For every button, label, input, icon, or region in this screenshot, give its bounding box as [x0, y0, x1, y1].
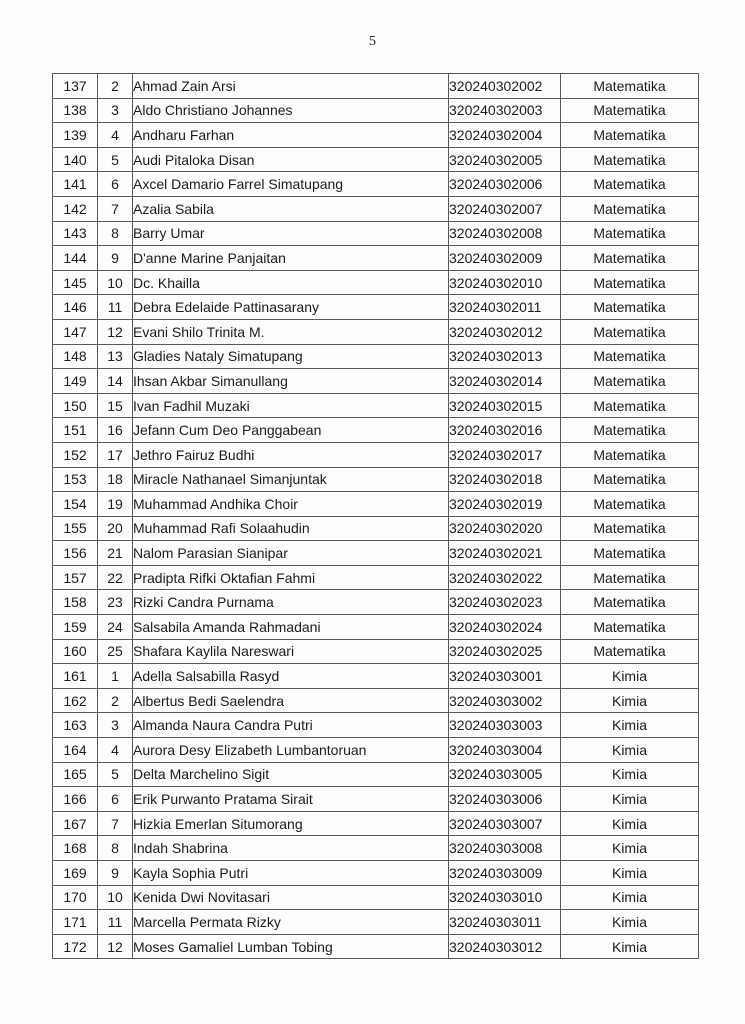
program-index-cell: 5: [98, 147, 133, 172]
study-program-cell: Kimia: [561, 713, 699, 738]
program-index-cell: 9: [98, 246, 133, 271]
row-number-cell: 155: [53, 516, 98, 541]
study-program-cell: Matematika: [561, 123, 699, 148]
table-row: [53, 492, 699, 517]
table-row: [53, 123, 699, 148]
program-index-cell: 7: [98, 196, 133, 221]
student-name-cell: Jethro Fairuz Budhi: [133, 442, 449, 467]
program-index-cell: 23: [98, 590, 133, 615]
study-program-cell: Kimia: [561, 688, 699, 713]
program-index-cell: 15: [98, 393, 133, 418]
program-index-cell: 7: [98, 811, 133, 836]
row-number-cell: 139: [53, 123, 98, 148]
study-program-cell: Kimia: [561, 811, 699, 836]
student-id-cell: 320240302021: [449, 541, 561, 566]
program-index-cell: 4: [98, 738, 133, 763]
row-number-cell: 145: [53, 270, 98, 295]
student-name-cell: Miracle Nathanael Simanjuntak: [133, 467, 449, 492]
table-row: [53, 738, 699, 763]
row-number-cell: 150: [53, 393, 98, 418]
student-id-cell: 320240303003: [449, 713, 561, 738]
study-program-cell: Matematika: [561, 467, 699, 492]
page-number: 5: [369, 34, 376, 49]
study-program-cell: Kimia: [561, 934, 699, 959]
program-index-cell: 24: [98, 615, 133, 640]
student-id-cell: 320240302012: [449, 319, 561, 344]
student-name-cell: Hizkia Emerlan Situmorang: [133, 811, 449, 836]
student-id-cell: 320240302017: [449, 442, 561, 467]
study-program-cell: Matematika: [561, 492, 699, 517]
program-index-cell: 21: [98, 541, 133, 566]
program-index-cell: 18: [98, 467, 133, 492]
table-row: [53, 270, 699, 295]
student-id-cell: 320240302011: [449, 295, 561, 320]
student-name-cell: Kayla Sophia Putri: [133, 861, 449, 886]
row-number-cell: 164: [53, 738, 98, 763]
study-program-cell: Kimia: [561, 738, 699, 763]
program-index-cell: 5: [98, 762, 133, 787]
student-name-cell: Muhammad Andhika Choir: [133, 492, 449, 517]
program-index-cell: 20: [98, 516, 133, 541]
table-row: [53, 319, 699, 344]
program-index-cell: 9: [98, 861, 133, 886]
student-id-cell: 320240303011: [449, 910, 561, 935]
row-number-cell: 149: [53, 369, 98, 394]
student-name-cell: Rizki Candra Purnama: [133, 590, 449, 615]
study-program-cell: Matematika: [561, 147, 699, 172]
student-id-cell: 320240303001: [449, 664, 561, 689]
study-program-cell: Matematika: [561, 541, 699, 566]
row-number-cell: 138: [53, 98, 98, 123]
student-name-cell: Marcella Permata Rizky: [133, 910, 449, 935]
student-id-cell: 320240302016: [449, 418, 561, 443]
table-row: [53, 147, 699, 172]
student-id-cell: 320240302002: [449, 74, 561, 99]
row-number-cell: 152: [53, 442, 98, 467]
study-program-cell: Matematika: [561, 344, 699, 369]
table-row: [53, 442, 699, 467]
program-index-cell: 13: [98, 344, 133, 369]
study-program-cell: Kimia: [561, 836, 699, 861]
student-id-cell: 320240303007: [449, 811, 561, 836]
student-id-cell: 320240302008: [449, 221, 561, 246]
program-index-cell: 22: [98, 565, 133, 590]
row-number-cell: 171: [53, 910, 98, 935]
student-id-cell: 320240302004: [449, 123, 561, 148]
program-index-cell: 2: [98, 688, 133, 713]
study-program-cell: Matematika: [561, 369, 699, 394]
student-id-cell: 320240303002: [449, 688, 561, 713]
study-program-cell: Matematika: [561, 98, 699, 123]
student-name-cell: Delta Marchelino Sigit: [133, 762, 449, 787]
student-id-cell: 320240302015: [449, 393, 561, 418]
row-number-cell: 167: [53, 811, 98, 836]
table-row: [53, 541, 699, 566]
table-row: [53, 762, 699, 787]
student-id-cell: 320240302019: [449, 492, 561, 517]
study-program-cell: Matematika: [561, 418, 699, 443]
student-id-cell: 320240302024: [449, 615, 561, 640]
student-name-cell: Jefann Cum Deo Panggabean: [133, 418, 449, 443]
study-program-cell: Matematika: [561, 442, 699, 467]
study-program-cell: Kimia: [561, 861, 699, 886]
study-program-cell: Matematika: [561, 246, 699, 271]
row-number-cell: 154: [53, 492, 98, 517]
student-name-cell: Nalom Parasian Sianipar: [133, 541, 449, 566]
student-name-cell: Aldo Christiano Johannes: [133, 98, 449, 123]
student-name-cell: Albertus Bedi Saelendra: [133, 688, 449, 713]
row-number-cell: 161: [53, 664, 98, 689]
table-row: [53, 861, 699, 886]
table-row: [53, 590, 699, 615]
student-id-cell: 320240302018: [449, 467, 561, 492]
student-id-cell: 320240303010: [449, 885, 561, 910]
student-id-cell: 320240303009: [449, 861, 561, 886]
row-number-cell: 157: [53, 565, 98, 590]
student-name-cell: Indah Shabrina: [133, 836, 449, 861]
program-index-cell: 16: [98, 418, 133, 443]
program-index-cell: 4: [98, 123, 133, 148]
table-row: [53, 221, 699, 246]
table-row: [53, 836, 699, 861]
row-number-cell: 165: [53, 762, 98, 787]
student-id-cell: 320240302013: [449, 344, 561, 369]
student-name-cell: Salsabila Amanda Rahmadani: [133, 615, 449, 640]
program-index-cell: 10: [98, 885, 133, 910]
program-index-cell: 3: [98, 713, 133, 738]
row-number-cell: 148: [53, 344, 98, 369]
student-name-cell: Evani Shilo Trinita M.: [133, 319, 449, 344]
row-number-cell: 141: [53, 172, 98, 197]
student-id-cell: 320240302023: [449, 590, 561, 615]
study-program-cell: Matematika: [561, 295, 699, 320]
table-row: [53, 664, 699, 689]
student-table: [52, 73, 699, 959]
student-table-body: [53, 74, 699, 959]
row-number-cell: 166: [53, 787, 98, 812]
student-id-cell: 320240302022: [449, 565, 561, 590]
table-row: [53, 688, 699, 713]
table-row: [53, 516, 699, 541]
student-name-cell: Ahmad Zain Arsi: [133, 74, 449, 99]
program-index-cell: 14: [98, 369, 133, 394]
student-name-cell: Barry Umar: [133, 221, 449, 246]
program-index-cell: 1: [98, 664, 133, 689]
study-program-cell: Matematika: [561, 639, 699, 664]
student-name-cell: Pradipta Rifki Oktafian Fahmi: [133, 565, 449, 590]
student-name-cell: Moses Gamaliel Lumban Tobing: [133, 934, 449, 959]
row-number-cell: 172: [53, 934, 98, 959]
student-name-cell: Muhammad Rafi Solaahudin: [133, 516, 449, 541]
row-number-cell: 144: [53, 246, 98, 271]
student-name-cell: Azalia Sabila: [133, 196, 449, 221]
table-row: [53, 369, 699, 394]
row-number-cell: 158: [53, 590, 98, 615]
study-program-cell: Matematika: [561, 319, 699, 344]
table-row: [53, 172, 699, 197]
row-number-cell: 168: [53, 836, 98, 861]
table-row: [53, 467, 699, 492]
row-number-cell: 142: [53, 196, 98, 221]
student-name-cell: Audi Pitaloka Disan: [133, 147, 449, 172]
student-id-cell: 320240303006: [449, 787, 561, 812]
study-program-cell: Matematika: [561, 196, 699, 221]
student-id-cell: 320240302010: [449, 270, 561, 295]
study-program-cell: Matematika: [561, 516, 699, 541]
student-id-cell: 320240303005: [449, 762, 561, 787]
table-row: [53, 295, 699, 320]
table-row: [53, 418, 699, 443]
student-id-cell: 320240303004: [449, 738, 561, 763]
student-name-cell: Axcel Damario Farrel Simatupang: [133, 172, 449, 197]
student-id-cell: 320240302007: [449, 196, 561, 221]
table-row: [53, 196, 699, 221]
student-name-cell: Shafara Kaylila Nareswari: [133, 639, 449, 664]
table-row: [53, 615, 699, 640]
program-index-cell: 25: [98, 639, 133, 664]
student-name-cell: Erik Purwanto Pratama Sirait: [133, 787, 449, 812]
program-index-cell: 10: [98, 270, 133, 295]
student-name-cell: Dc. Khailla: [133, 270, 449, 295]
program-index-cell: 12: [98, 934, 133, 959]
row-number-cell: 146: [53, 295, 98, 320]
program-index-cell: 3: [98, 98, 133, 123]
student-id-cell: 320240302006: [449, 172, 561, 197]
study-program-cell: Kimia: [561, 910, 699, 935]
table-row: [53, 393, 699, 418]
student-id-cell: 320240302009: [449, 246, 561, 271]
student-name-cell: Kenida Dwi Novitasari: [133, 885, 449, 910]
student-id-cell: 320240302014: [449, 369, 561, 394]
study-program-cell: Kimia: [561, 664, 699, 689]
student-name-cell: Aurora Desy Elizabeth Lumbantoruan: [133, 738, 449, 763]
row-number-cell: 137: [53, 74, 98, 99]
table-row: [53, 98, 699, 123]
table-row: [53, 934, 699, 959]
study-program-cell: Kimia: [561, 885, 699, 910]
study-program-cell: Kimia: [561, 762, 699, 787]
row-number-cell: 160: [53, 639, 98, 664]
student-name-cell: Ivan Fadhil Muzaki: [133, 393, 449, 418]
table-row: [53, 811, 699, 836]
study-program-cell: Matematika: [561, 615, 699, 640]
study-program-cell: Kimia: [561, 787, 699, 812]
table-row: [53, 344, 699, 369]
row-number-cell: 170: [53, 885, 98, 910]
student-id-cell: 320240303012: [449, 934, 561, 959]
row-number-cell: 156: [53, 541, 98, 566]
student-name-cell: Ihsan Akbar Simanullang: [133, 369, 449, 394]
row-number-cell: 169: [53, 861, 98, 886]
program-index-cell: 2: [98, 74, 133, 99]
table-row: [53, 246, 699, 271]
study-program-cell: Matematika: [561, 565, 699, 590]
row-number-cell: 140: [53, 147, 98, 172]
student-name-cell: Almanda Naura Candra Putri: [133, 713, 449, 738]
study-program-cell: Matematika: [561, 172, 699, 197]
row-number-cell: 163: [53, 713, 98, 738]
table-row: [53, 74, 699, 99]
student-name-cell: Gladies Nataly Simatupang: [133, 344, 449, 369]
study-program-cell: Matematika: [561, 221, 699, 246]
program-index-cell: 12: [98, 319, 133, 344]
program-index-cell: 8: [98, 221, 133, 246]
program-index-cell: 6: [98, 787, 133, 812]
table-row: [53, 565, 699, 590]
program-index-cell: 8: [98, 836, 133, 861]
table-row: [53, 910, 699, 935]
student-id-cell: 320240302025: [449, 639, 561, 664]
student-id-cell: 320240302020: [449, 516, 561, 541]
study-program-cell: Matematika: [561, 590, 699, 615]
program-index-cell: 11: [98, 295, 133, 320]
study-program-cell: Matematika: [561, 74, 699, 99]
table-row: [53, 885, 699, 910]
student-name-cell: Adella Salsabilla Rasyd: [133, 664, 449, 689]
student-id-cell: 320240302003: [449, 98, 561, 123]
row-number-cell: 147: [53, 319, 98, 344]
study-program-cell: Matematika: [561, 393, 699, 418]
table-row: [53, 713, 699, 738]
student-name-cell: D'anne Marine Panjaitan: [133, 246, 449, 271]
study-program-cell: Matematika: [561, 270, 699, 295]
table-row: [53, 639, 699, 664]
student-id-cell: 320240303008: [449, 836, 561, 861]
program-index-cell: 11: [98, 910, 133, 935]
student-id-cell: 320240302005: [449, 147, 561, 172]
program-index-cell: 17: [98, 442, 133, 467]
student-name-cell: Debra Edelaide Pattinasarany: [133, 295, 449, 320]
row-number-cell: 153: [53, 467, 98, 492]
row-number-cell: 159: [53, 615, 98, 640]
row-number-cell: 143: [53, 221, 98, 246]
student-name-cell: Andharu Farhan: [133, 123, 449, 148]
program-index-cell: 19: [98, 492, 133, 517]
program-index-cell: 6: [98, 172, 133, 197]
row-number-cell: 151: [53, 418, 98, 443]
row-number-cell: 162: [53, 688, 98, 713]
table-row: [53, 787, 699, 812]
